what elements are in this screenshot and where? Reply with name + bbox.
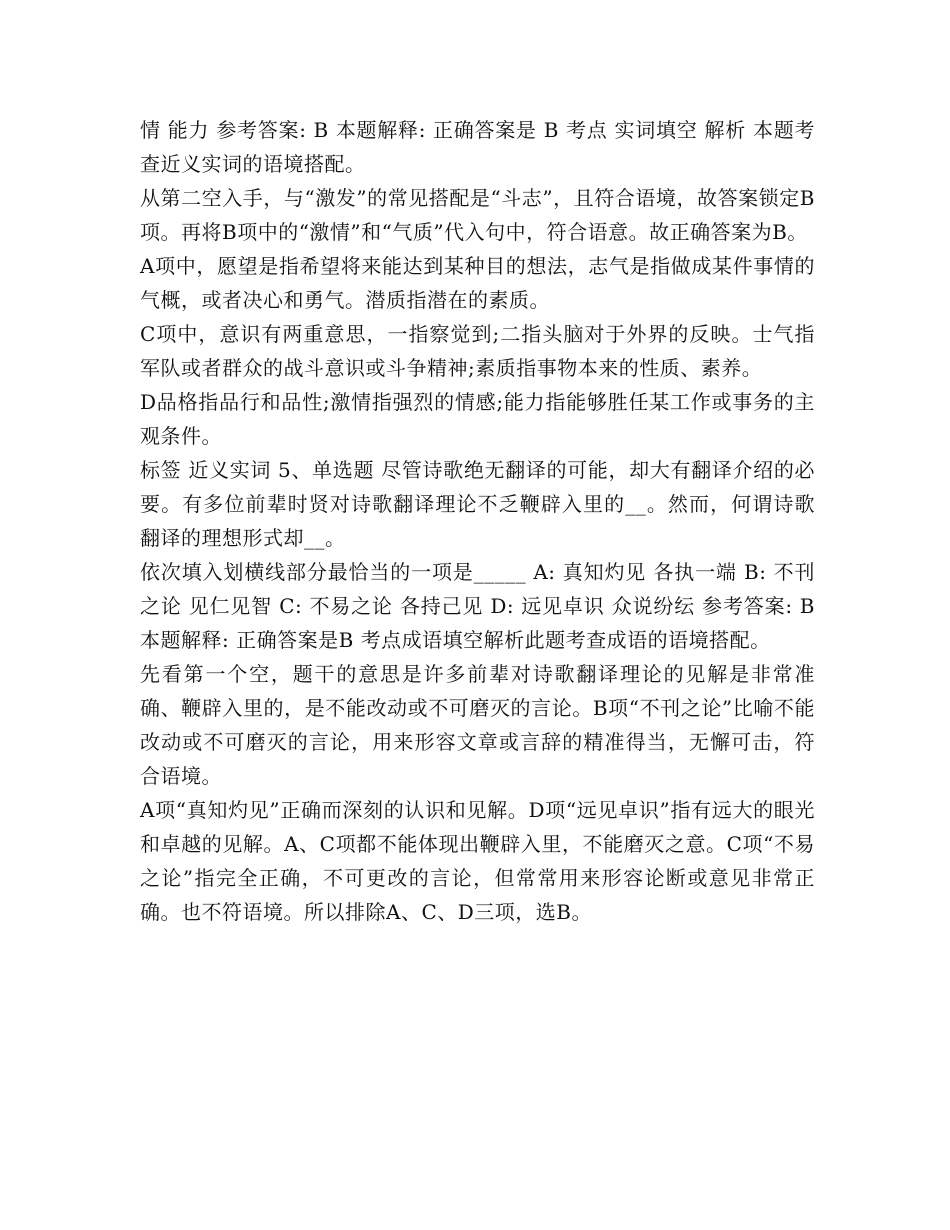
paragraph-question-5-options: 依次填入划横线部分最恰当的一项是_____ A: 真知灼见 各执一端 B: 不刊之论 见仁见智 C: 不易之论 各持己见 D: 远见卓识 众说纷纭 参考答案: B 本题解释: 正确答案是B 考点成语填空解析此题考查成语的语境搭配。: [140, 560, 815, 652]
paragraph-elimination: A项“真知灼见”正确而深刻的认识和见解。D项“远见卓识”指有远大的眼光和卓越的见解。A、C项都不能体现出鞭辟入里，不能磨灭之意。C项“不易之论”指完全正确，不可更改的言论，但常常用来形容论断或意见非常正确。也不符语境。所以排除A、C、D三项，选B。: [140, 798, 815, 924]
paragraph-option-a: A项中，愿望是指希望将来能达到某种目的想法，志气是指做成某件事情的气概，或者决心和勇气。潜质指潜在的素质。: [140, 254, 815, 312]
paragraph-option-d: D品格指品行和品性;激情指强烈的情感;能力指能够胜任某工作或事务的主观条件。: [140, 390, 815, 448]
paragraph-second-blank-analysis: 从第二空入手，与“激发”的常见搭配是“斗志”，且符合语境，故答案锁定B项。再将B项中的“激情”和“气质”代入句中，符合语意。故正确答案为B。: [140, 186, 815, 244]
paragraph-answer-explanation: 情 能力 参考答案: B 本题解释: 正确答案是 B 考点 实词填空 解析 本题考查近义实词的语境搭配。: [140, 118, 815, 176]
paragraph-option-c: C项中，意识有两重意思，一指察觉到;二指头脑对于外界的反映。士气指军队或者群众的战斗意识或斗争精神;素质指事物本来的性质、素养。: [140, 322, 815, 380]
paragraph-first-blank-analysis: 先看第一个空，题干的意思是许多前辈对诗歌翻译理论的见解是非常准确、鞭辟入里的，是不能改动或不可磨灭的言论。B项“不刊之论”比喻不能改动或不可磨灭的言论，用来形容文章或言辞的精准得当，无懈可击，符合语境。: [140, 662, 815, 788]
paragraph-question-5: 标签 近义实词 5、单选题 尽管诗歌绝无翻译的可能，却大有翻译介绍的必要。有多位前辈时贤对诗歌翻译理论不乏鞭辟入里的__。然而，何谓诗歌翻译的理想形式却__。: [140, 458, 815, 550]
document-body: [140, 113, 815, 929]
